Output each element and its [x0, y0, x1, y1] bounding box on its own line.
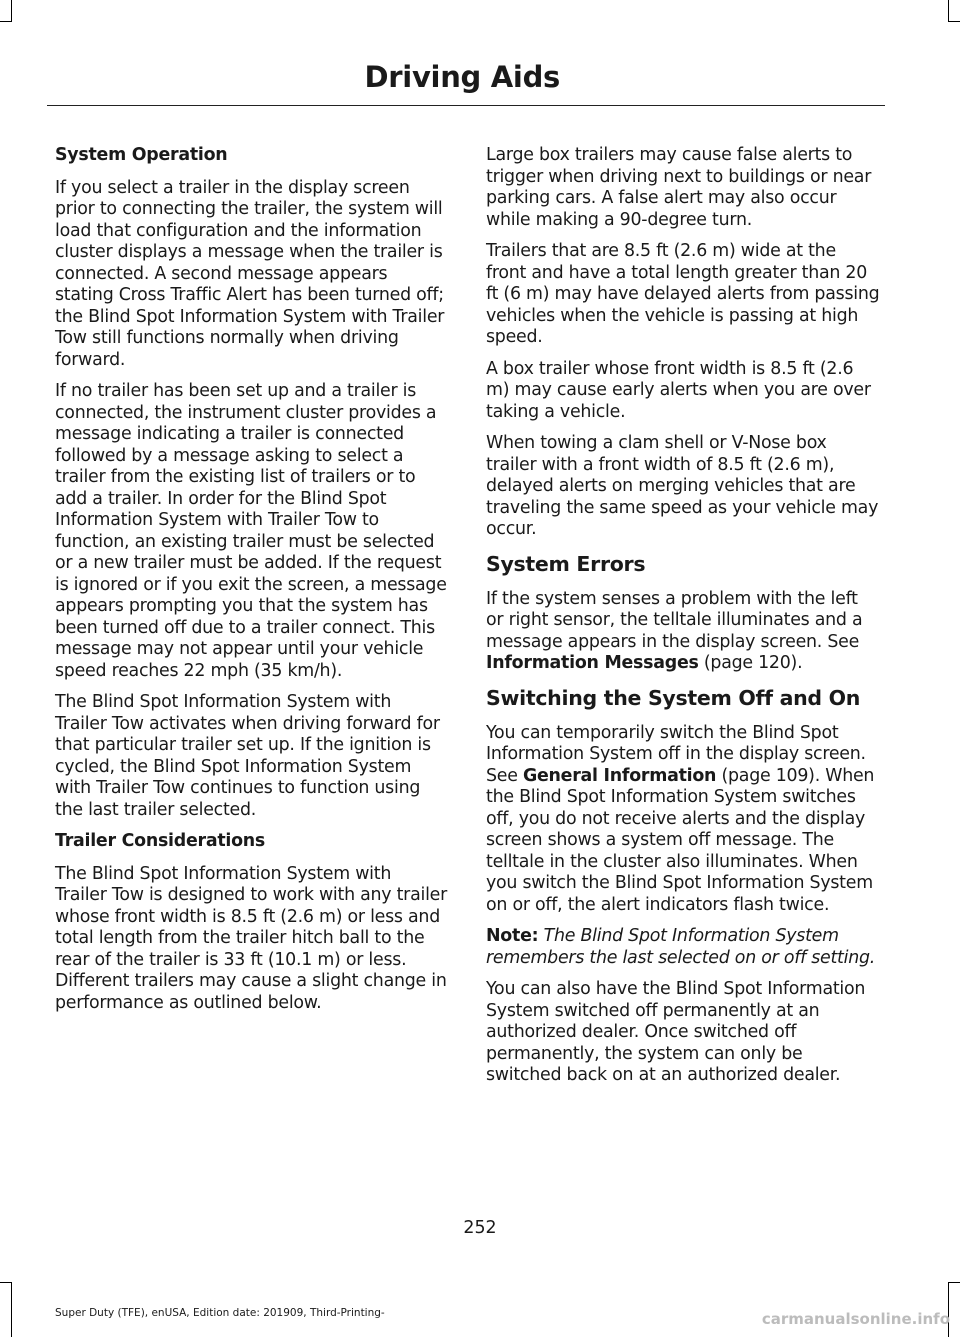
paragraph: [486, 723, 880, 917]
crop-mark-top-left-horizontal: [0, 21, 12, 22]
system-errors-heading: System Errors: [486, 551, 646, 576]
note: [486, 926, 880, 969]
paragraph: The Blind Spot Information System with Trailer Tow is designed to work with any trailer whose front width is 8.5 ft (2.6 m) or less and total length from the trailer hitch ball to the rear of the trailer is 33 ft (10.1 m) or less. Different trailers may cause a slight change in performance as outlined below.: [55, 863, 448, 1013]
paragraph: The Blind Spot Information System with Trailer Tow activates when driving forward for that particular trailer set up. If the ignition is cycled, the Blind Spot Information System with Trailer Tow continues to function using the last trailer selected.: [55, 692, 440, 820]
note-text: The Blind Spot Information System remembers the last selected on or off setting.: [486, 926, 876, 968]
header-rule: [47, 105, 885, 106]
paragraph: If you select a trailer in the display screen prior to connecting the trailer, the system will load that configuration and the information cluster displays a message when the trailer is connected. A second message appears stating Cross Traffic Alert has been turned off; the Blind Spot Information System with Trailer Tow still functions normally when driving forward.: [55, 177, 445, 370]
paragraph-text: If the system senses a problem with the left or right sensor, the telltale illuminates and a message appears in the display screen. See: [486, 588, 863, 652]
trailer-considerations-heading: Trailer Considerations: [55, 831, 266, 851]
page-number: 252: [463, 1218, 497, 1238]
crop-mark-top-left-vertical: [11, 0, 12, 22]
note-label: Note:: [486, 926, 539, 946]
page-reference: (page 120).: [698, 653, 803, 673]
page-header-title: Driving Aids: [364, 60, 560, 94]
paragraph: Large box trailers may cause false alerts to trigger when driving next to buildings or near parking cars. A false alert may also occur while making a 90-degree turn.: [486, 145, 872, 230]
switching-system-heading: Switching the System Off and On: [486, 685, 861, 710]
footer-edition-info: Super Duty (TFE), enUSA, Edition date: 201909, Third-Printing-: [55, 1307, 385, 1319]
crop-mark-bottom-left-horizontal: [0, 1282, 12, 1283]
crop-mark-top-right-horizontal: [948, 21, 960, 22]
paragraph: Trailers that are 8.5 ft (2.6 m) wide at the front and have a total length greater than 20 ft (6 m) may have delayed alerts from passing vehicles when the vehicle is passing at high speed.: [486, 241, 880, 347]
crop-mark-top-right-vertical: [948, 0, 949, 22]
crop-mark-bottom-right-horizontal: [948, 1282, 960, 1283]
paragraph-text: You can temporarily switch the Blind Spot Information System off in the display screen. See: [486, 722, 866, 786]
paragraph: [486, 589, 880, 675]
system-operation-heading: System Operation: [55, 145, 228, 165]
paragraph: When towing a clam shell or V-Nose box trailer with a front width of 8.5 ft (2.6 m), delayed alerts on merging vehicles that are traveling the same speed as your vehicle may occur.: [486, 433, 879, 539]
left-column: [55, 145, 447, 1024]
paragraph-text: (page 109). When the Blind Spot Information System switches off, you do not receive alerts and the display screen shows a system off message. The telltale in the cluster also illuminates. When you switch the Blind Spot Information System on or off, the alert indicators flash twice.: [486, 765, 875, 915]
information-messages-link[interactable]: Information Messages: [486, 653, 699, 673]
paragraph: If no trailer has been set up and a trailer is connected, the instrument cluster provides a message indicating a trailer is connected followed by a message asking to select a trailer from the existing list of trailers or to add a trailer. In order for the Blind Spot Information System with Trailer Tow to function, an existing trailer must be selected or a new trailer must be added. If the request is ignored or if you exit the screen, a message appears prompting you that the system has been turned off due to a trailer connect. This message may not appear until your vehicle speed reaches 22 mph (35 km/h).: [55, 381, 447, 681]
paragraph: A box trailer whose front width is 8.5 ft (2.6 m) may cause early alerts when you are over taking a vehicle.: [486, 358, 871, 422]
watermark: carmanualsonline.info: [761, 1310, 950, 1328]
paragraph: You can also have the Blind Spot Information System switched off permanently at an authorized dealer. Once switched off permanently, the system can only be switched back on at an authorized dealer.: [486, 979, 866, 1085]
crop-mark-bottom-left-vertical: [11, 1282, 12, 1337]
right-column: [486, 145, 880, 1097]
general-information-link[interactable]: General Information: [522, 765, 717, 786]
